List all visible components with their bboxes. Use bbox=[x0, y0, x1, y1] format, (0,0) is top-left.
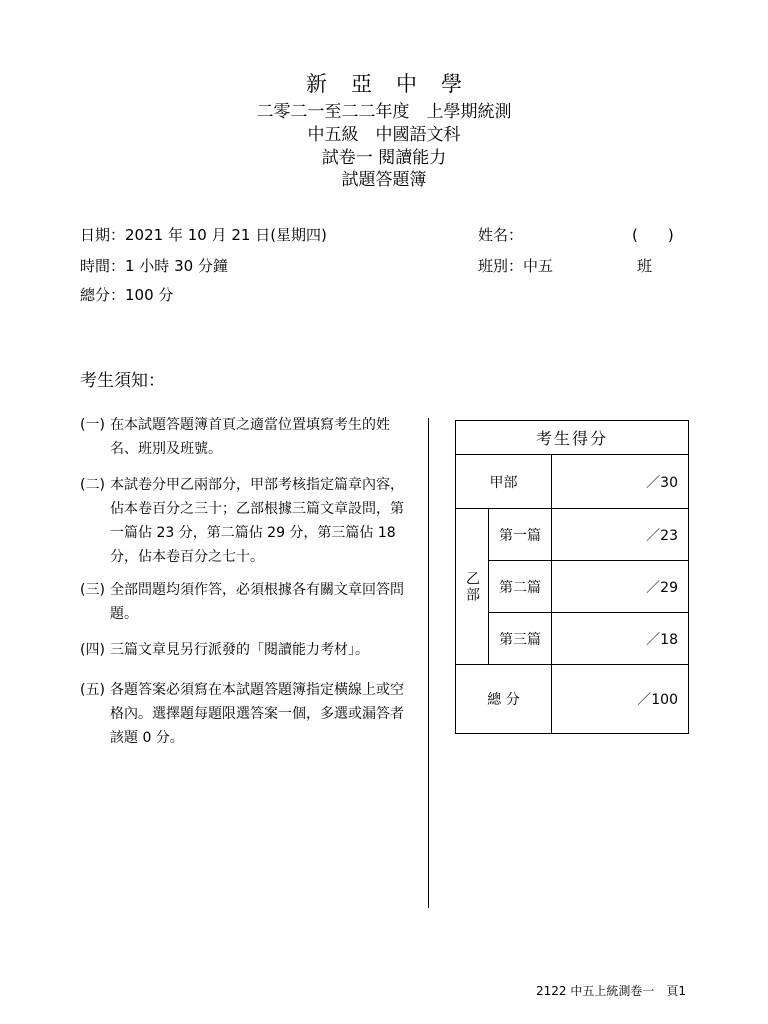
page-footer: 2122 中五上統測卷一 頁1 bbox=[536, 984, 686, 998]
exam-title: 二零二一至二二年度 上學期統測 bbox=[256, 102, 512, 122]
notice-item bbox=[80, 413, 416, 461]
score-table bbox=[455, 420, 689, 734]
passage-1-score[interactable]: ／23 bbox=[552, 509, 689, 561]
class-label: 班別：中五 bbox=[478, 257, 554, 275]
class-number-field[interactable]: ( ) bbox=[632, 226, 674, 244]
notice-title: 考生須知： bbox=[80, 371, 165, 391]
part-b-label: 乙部 bbox=[464, 570, 480, 603]
notice-item bbox=[80, 638, 416, 662]
class-suffix: 班 bbox=[637, 257, 653, 275]
exam-date: 日期：2021 年 10 月 21 日(星期四) bbox=[80, 226, 327, 244]
part-a-score[interactable]: ／30 bbox=[552, 455, 689, 509]
part-a-label: 甲部 bbox=[456, 455, 552, 509]
passage-2-score[interactable]: ／29 bbox=[552, 561, 689, 613]
school-name: 新亞中學 bbox=[306, 72, 486, 96]
passage-3-score[interactable]: ／18 bbox=[552, 613, 689, 665]
notice-item-text: 在本試題答題簿首頁之適當位置填寫考生的姓名、班別及班號。 bbox=[110, 417, 390, 457]
notice-item-text: 本試卷分甲乙兩部分，甲部考核指定篇章內容，佔本卷百分之三十；乙部根據三篇文章設問，第一篇佔 23 分，第二篇佔 29 分，第三篇佔 18 分，佔本卷百分之七十。 bbox=[110, 477, 404, 565]
booklet-title: 試題答題簿 bbox=[341, 170, 427, 190]
notice-item bbox=[80, 578, 416, 626]
passage-3-label: 第三篇 bbox=[489, 613, 552, 665]
passage-1-label: 第一篇 bbox=[489, 509, 552, 561]
notice-item-text: 全部問題均須作答，必須根據各有關文章回答問題。 bbox=[110, 582, 404, 622]
name-label: 姓名： bbox=[478, 226, 524, 244]
total-label: 總 分 bbox=[456, 665, 552, 734]
notice-item-number: (四) bbox=[80, 642, 105, 658]
score-table-title: 考生得分 bbox=[456, 421, 689, 455]
passage-2-label: 第二篇 bbox=[489, 561, 552, 613]
notice-item bbox=[80, 473, 416, 569]
notice-item-text: 三篇文章見另行派發的「閱讀能力考材」。 bbox=[110, 642, 369, 658]
exam-total: 總分：100 分 bbox=[80, 286, 174, 304]
notice-item-number: (一) bbox=[80, 417, 105, 433]
notice-item bbox=[80, 678, 416, 750]
notice-item-text: 各題答案必須寫在本試題答題簿指定橫線上或空格內。選擇題每題限選答案一個，多選或漏答者該題 0 分。 bbox=[110, 682, 404, 746]
notice-item-number: (五) bbox=[80, 682, 105, 698]
paper-title: 試卷一 閱讀能力 bbox=[321, 148, 447, 168]
exam-time: 時間：1 小時 30 分鐘 bbox=[80, 257, 228, 275]
part-b-cell bbox=[456, 509, 489, 665]
notice-item-number: (三) bbox=[80, 582, 105, 598]
total-score[interactable]: ／100 bbox=[552, 665, 689, 734]
subject-title: 中五級 中國語文科 bbox=[307, 125, 461, 145]
column-divider bbox=[428, 418, 429, 908]
notice-item-number: (二) bbox=[80, 477, 105, 493]
